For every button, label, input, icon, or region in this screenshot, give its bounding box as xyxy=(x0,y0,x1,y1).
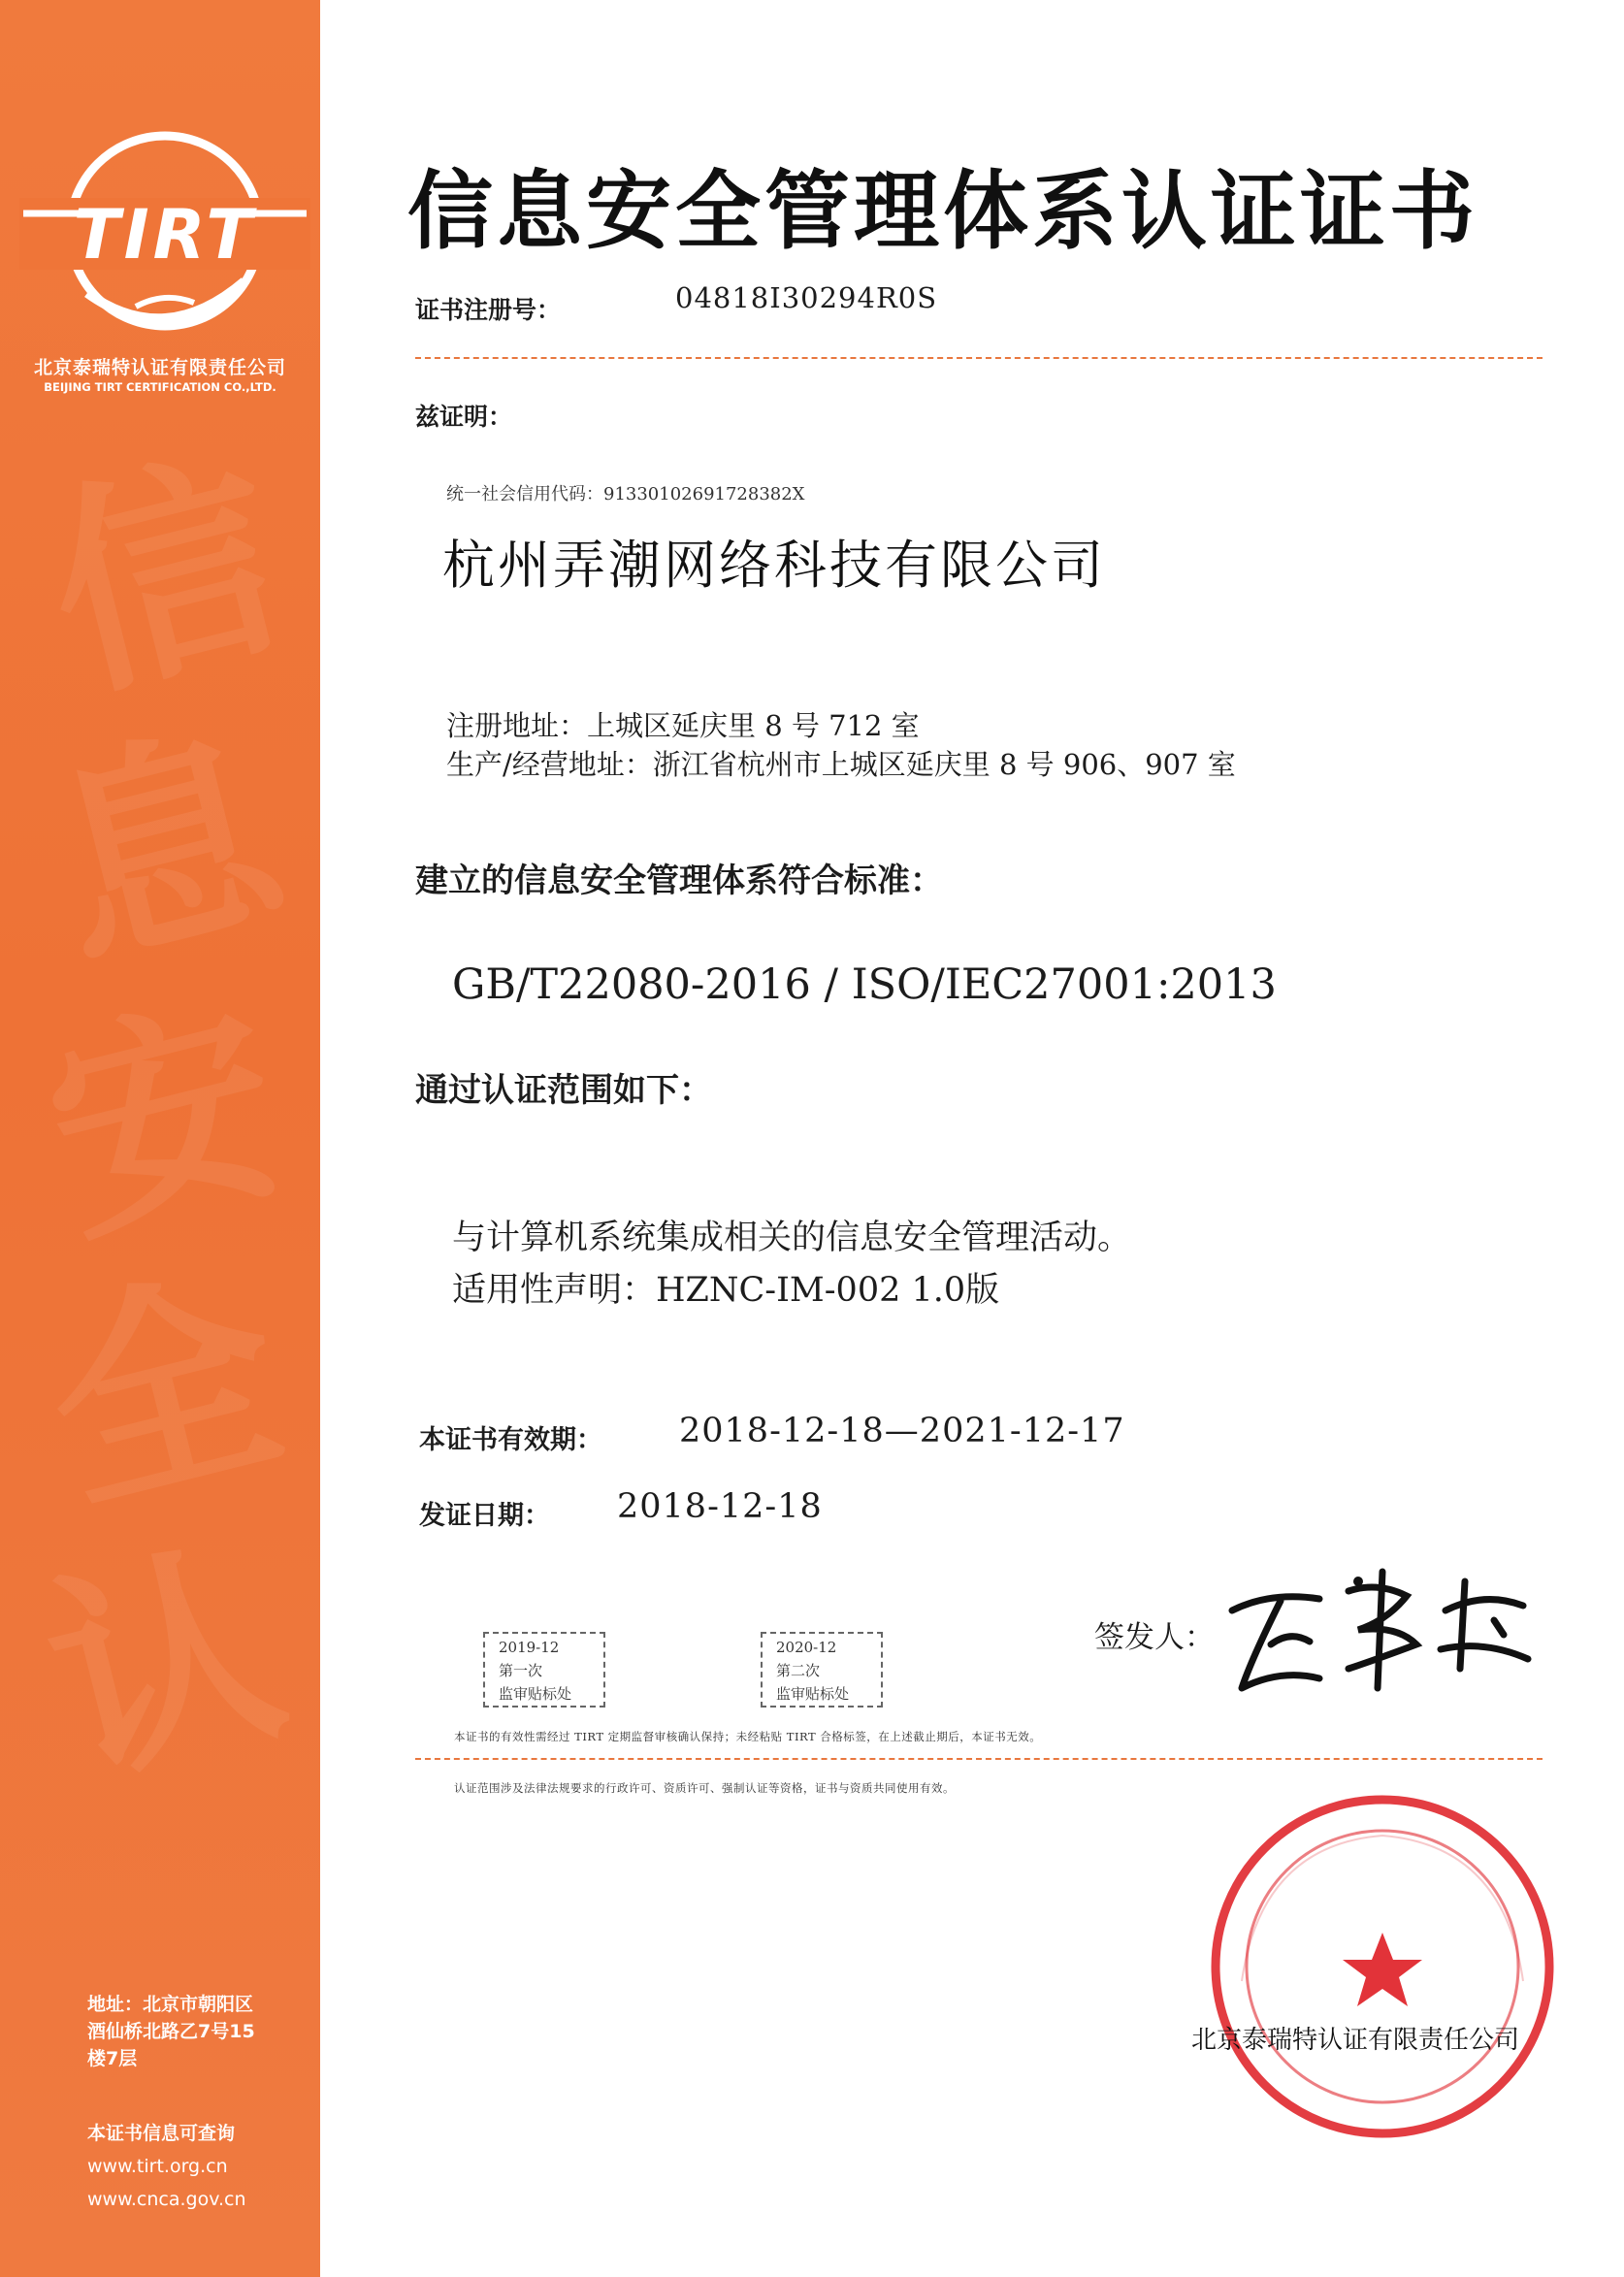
surveillance-ordinal: 第一次 xyxy=(499,1662,543,1679)
watermark-glyph: 信 xyxy=(24,423,306,732)
registered-address: 注册地址：上城区延庆里 8 号 712 室 xyxy=(446,709,920,742)
signer-label: 签发人： xyxy=(1094,1620,1215,1655)
company-name: 杭州弄潮网络科技有限公司 xyxy=(442,535,1106,596)
credit-code: 统一社会信用代码：91330102691728382X xyxy=(446,484,805,504)
reg-no-value: 04818I30294R0S xyxy=(675,281,938,314)
address-line: 酒仙桥北路乙7号15 xyxy=(87,2021,255,2042)
issuer-address xyxy=(87,1991,310,2072)
watermark-glyph: 全 xyxy=(24,1238,306,1546)
applicability-statement: 适用性声明：HZNC-IM-002 1.0版 xyxy=(452,1271,1000,1310)
surveillance-label-box xyxy=(483,1632,605,1708)
issuer-name-cn: 北京泰瑞特认证有限责任公司 xyxy=(33,357,286,378)
tirt-logo-icon xyxy=(19,116,310,349)
surveillance-date: 2019-12 xyxy=(499,1639,560,1656)
validity-note: 本证书的有效性需经过 TIRT 定期监督审核确认保持；未经粘贴 TIRT 合格标签，在上述截止期后，本证书无效。 xyxy=(454,1730,1042,1743)
issuer-signature-company: 北京泰瑞特认证有限责任公司 xyxy=(1191,2026,1520,2055)
validity-label: 本证书有效期： xyxy=(419,1425,602,1455)
standard-value: GB/T22080-2016 / ISO/IEC27001:2013 xyxy=(452,960,1277,1009)
surveillance-label-box xyxy=(761,1632,883,1708)
scope-text: 与计算机系统集成相关的信息安全管理活动。 xyxy=(452,1219,1132,1257)
query-label: 本证书信息可查询 xyxy=(87,2123,236,2144)
sidebar-band xyxy=(0,0,320,2277)
divider xyxy=(415,357,1543,359)
scope-note: 认证范围涉及法律法规要求的行政许可、资质许可、强制认证等资格，证书与资质共同使用有效。 xyxy=(454,1781,955,1795)
svg-text:TIRT: TIRT xyxy=(73,195,257,275)
certificate-title: 信息安全管理体系认证证书 xyxy=(407,161,1479,261)
surveillance-note: 监审贴标处 xyxy=(499,1685,572,1703)
issue-date-value: 2018-12-18 xyxy=(617,1487,823,1526)
reg-no-label: 证书注册号： xyxy=(415,296,562,324)
operating-address: 生产/经营地址：浙江省杭州市上城区延庆里 8 号 906、907 室 xyxy=(446,748,1236,781)
surveillance-date: 2020-12 xyxy=(776,1639,837,1656)
watermark-glyph: 认 xyxy=(24,1510,306,1818)
certify-label: 兹证明： xyxy=(415,403,513,431)
scope-label: 通过认证范围如下： xyxy=(415,1071,712,1110)
watermark-glyph: 息 xyxy=(24,695,306,1003)
signature-icon xyxy=(1213,1552,1543,1698)
watermark-glyph: 安 xyxy=(24,966,306,1275)
validity-value: 2018-12-18—2021-12-17 xyxy=(679,1412,1125,1450)
surveillance-note: 监审贴标处 xyxy=(776,1685,850,1703)
issuer-name-en: BEIJING TIRT CERTIFICATION CO.,LTD. xyxy=(44,380,276,394)
url-tirt[interactable]: www.tirt.org.cn xyxy=(87,2156,228,2177)
standard-label: 建立的信息安全管理体系符合标准： xyxy=(415,862,943,900)
issue-date-label: 发证日期： xyxy=(419,1501,550,1531)
company-seal-icon xyxy=(1203,1787,1562,2146)
divider xyxy=(415,1758,1543,1760)
url-cnca[interactable]: www.cnca.gov.cn xyxy=(87,2189,246,2210)
address-line: 地址：北京市朝阳区 xyxy=(87,1994,254,2015)
address-line: 楼7层 xyxy=(87,2048,138,2069)
surveillance-ordinal: 第二次 xyxy=(776,1662,821,1679)
verification-info xyxy=(87,2117,310,2216)
